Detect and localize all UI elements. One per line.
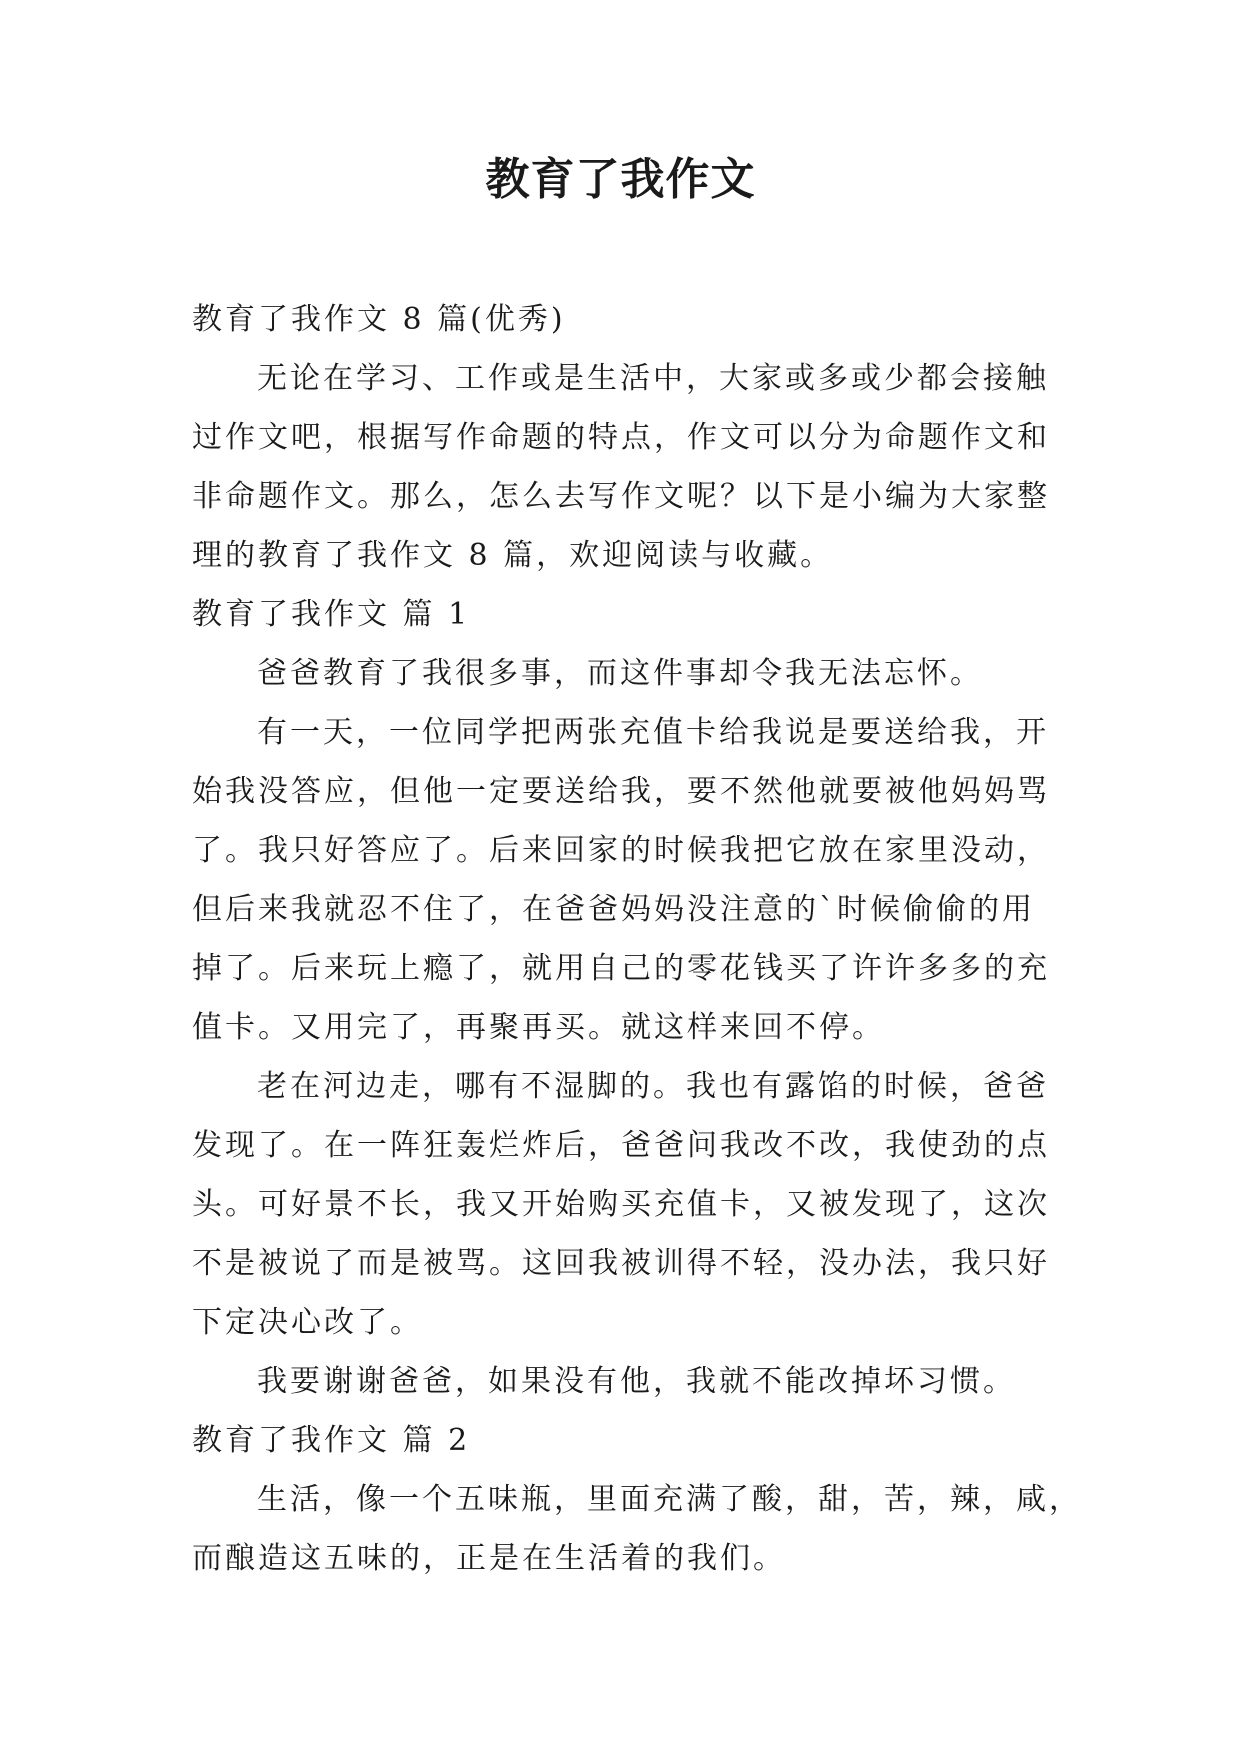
section-1 bbox=[192, 585, 1062, 1411]
document-body bbox=[192, 290, 1082, 1588]
text-line: 我要谢谢爸爸，如果没有他，我就不能改掉坏习惯。 bbox=[257, 1364, 1016, 1399]
document-title: 教育了我作文 bbox=[485, 154, 756, 205]
paragraph bbox=[192, 703, 1062, 1057]
text-line: 下定决心改了。 bbox=[192, 1305, 423, 1340]
text-line: 理的教育了我作文 8 篇，欢迎阅读与收藏。 bbox=[192, 538, 834, 573]
intro-paragraph bbox=[192, 349, 1062, 585]
text-line: 了。我只好答应了。后来回家的时候我把它放在家里没动， bbox=[192, 833, 1050, 868]
text-line: 爸爸教育了我很多事，而这件事却令我无法忘怀。 bbox=[257, 656, 983, 691]
section-heading: 教育了我作文 篇 1 bbox=[192, 597, 471, 632]
text-line: 非命题作文。那么，怎么去写作文呢？以下是小编为大家整 bbox=[192, 479, 1050, 514]
paragraph bbox=[192, 644, 1062, 703]
section-2 bbox=[192, 1411, 1082, 1588]
text-line: 生活，像一个五味瓶，里面充满了酸，甜，苦，辣，咸， bbox=[257, 1482, 1082, 1517]
paragraph bbox=[192, 1470, 1082, 1588]
text-line: 不是被说了而是被骂。这回我被训得不轻，没办法，我只好 bbox=[192, 1246, 1050, 1281]
paragraph bbox=[192, 1057, 1062, 1352]
text-line: 值卡。又用完了，再聚再买。就这样来回不停。 bbox=[192, 1010, 885, 1045]
text-line: 掉了。后来玩上瘾了，就用自己的零花钱买了许许多多的充 bbox=[192, 951, 1050, 986]
paragraph bbox=[192, 1352, 1062, 1411]
text-line: 发现了。在一阵狂轰烂炸后，爸爸问我改不改，我使劲的点 bbox=[192, 1128, 1050, 1163]
document-subtitle: 教育了我作文 8 篇(优秀) bbox=[192, 302, 566, 337]
section-heading: 教育了我作文 篇 2 bbox=[192, 1423, 471, 1458]
text-line: 而酿造这五味的，正是在生活着的我们。 bbox=[192, 1541, 786, 1576]
text-line: 有一天，一位同学把两张充值卡给我说是要送给我，开 bbox=[257, 715, 1049, 750]
text-line: 始我没答应，但他一定要送给我，要不然他就要被他妈妈骂 bbox=[192, 774, 1050, 809]
text-line: 但后来我就忍不住了，在爸爸妈妈没注意的`时候偷偷的用 bbox=[192, 892, 1035, 927]
text-line: 头。可好景不长，我又开始购买充值卡，又被发现了，这次 bbox=[192, 1187, 1050, 1222]
text-line: 老在河边走，哪有不湿脚的。我也有露馅的时候，爸爸 bbox=[257, 1069, 1049, 1104]
text-line: 过作文吧，根据写作命题的特点，作文可以分为命题作文和 bbox=[192, 420, 1050, 455]
text-line: 无论在学习、工作或是生活中，大家或多或少都会接触 bbox=[257, 361, 1049, 396]
